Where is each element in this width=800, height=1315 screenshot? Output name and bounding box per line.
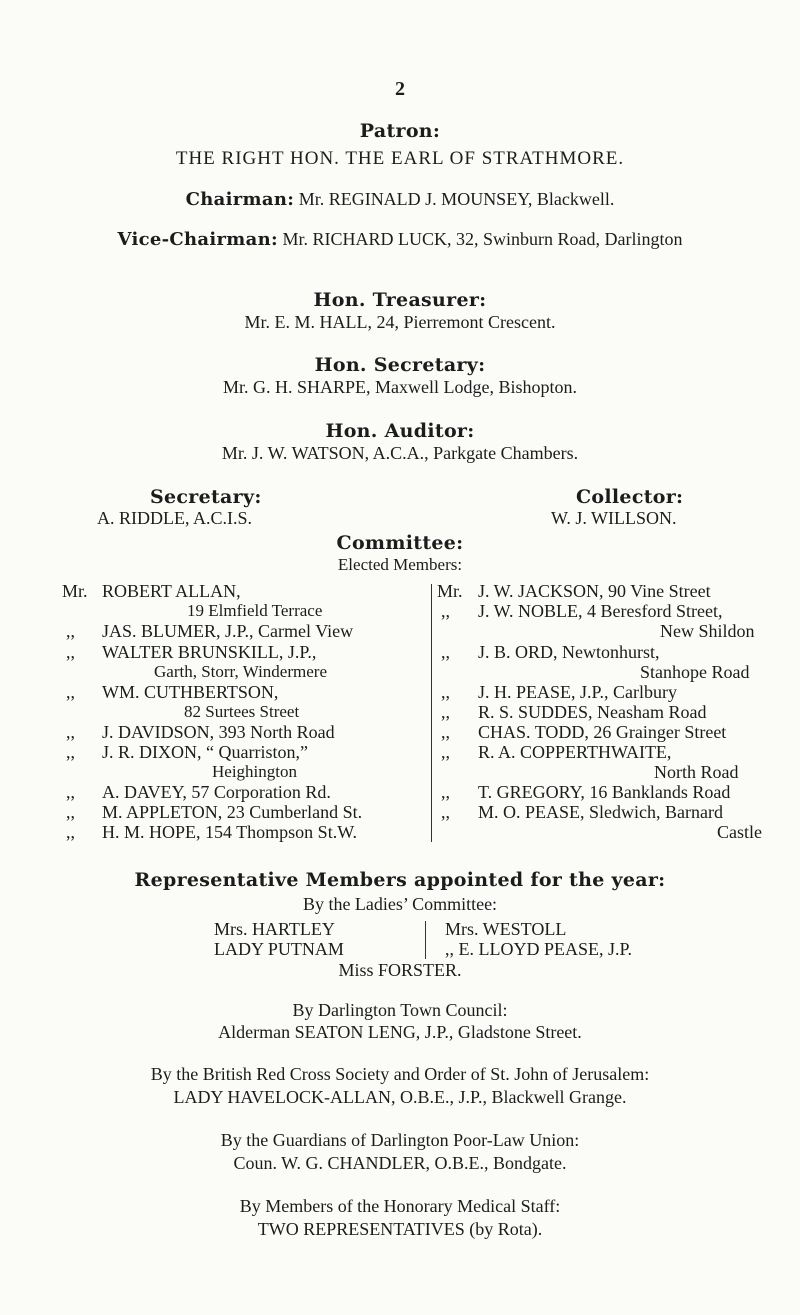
representatives-heading: Representative Members appointed for the year: [134,869,666,891]
secretary-heading: Secretary: [150,486,262,508]
committee-subheading: Elected Members: [337,555,463,574]
collector-heading: Collector: [576,486,684,508]
ladies-right-2: ,, E. LLOYD PEASE, J.P. [445,939,633,959]
chairman-heading: Chairman: [185,189,295,210]
treasurer-text: Mr. E. M. HALL, 24, Pierremont Crescent. [244,312,556,332]
hon-secretary-heading: Hon. Secretary: [314,354,486,376]
ladies-left-1: Mrs. HARTLEY [214,919,335,939]
treasurer-heading: Hon. Treasurer: [313,289,487,311]
guardians-text: Coun. W. G. CHANDLER, O.B.E., Bondgate. [233,1153,567,1173]
auditor-text: Mr. J. W. WATSON, A.C.A., Parkgate Chambers. [221,443,579,463]
ladies-heading: By the Ladies’ Committee: [302,894,498,914]
secretary-text: A. RIDDLE, A.C.I.S. [97,508,253,528]
patron-heading: Patron: [359,120,441,142]
committee-heading: Committee: [336,532,464,554]
ladies-centered: Miss FORSTER. [338,960,462,980]
chairman-text: Mr. REGINALD J. MOUNSEY, Blackwell. [298,189,615,209]
vice-chairman-heading: Vice-Chairman: [117,229,278,250]
collector-text: W. J. WILLSON. [551,508,677,528]
ladies-divider [425,921,426,959]
red-cross-text: LADY HAVELOCK-ALLAN, O.B.E., J.P., Blackwell Grange. [173,1087,627,1107]
patron-text: THE RIGHT HON. THE EARL OF STRATHMORE. [175,148,625,169]
red-cross-heading: By the British Red Cross Society and Order of St. John of Jerusalem: [150,1064,650,1084]
auditor-heading: Hon. Auditor: [325,420,475,442]
page-number: 2 [395,78,405,100]
town-council-heading: By Darlington Town Council: [292,1000,508,1020]
medical-text: TWO REPRESENTATIVES (by Rota). [257,1219,543,1239]
hon-secretary-text: Mr. G. H. SHARPE, Maxwell Lodge, Bishopton. [222,377,577,397]
medical-heading: By Members of the Honorary Medical Staff: [239,1196,561,1216]
town-council-text: Alderman SEATON LENG, J.P., Gladstone Street. [218,1022,582,1042]
guardians-heading: By the Guardians of Darlington Poor-Law Union: [220,1130,580,1150]
vice-chairman-line [0,229,800,250]
vice-chairman-text: Mr. RICHARD LUCK, 32, Swinburn Road, Darlington [282,229,683,249]
ladies-right-1: Mrs. WESTOLL [445,919,567,939]
chairman-line [0,189,800,210]
ladies-left-2: LADY PUTNAM [214,939,344,959]
committee-column-divider [431,584,432,842]
